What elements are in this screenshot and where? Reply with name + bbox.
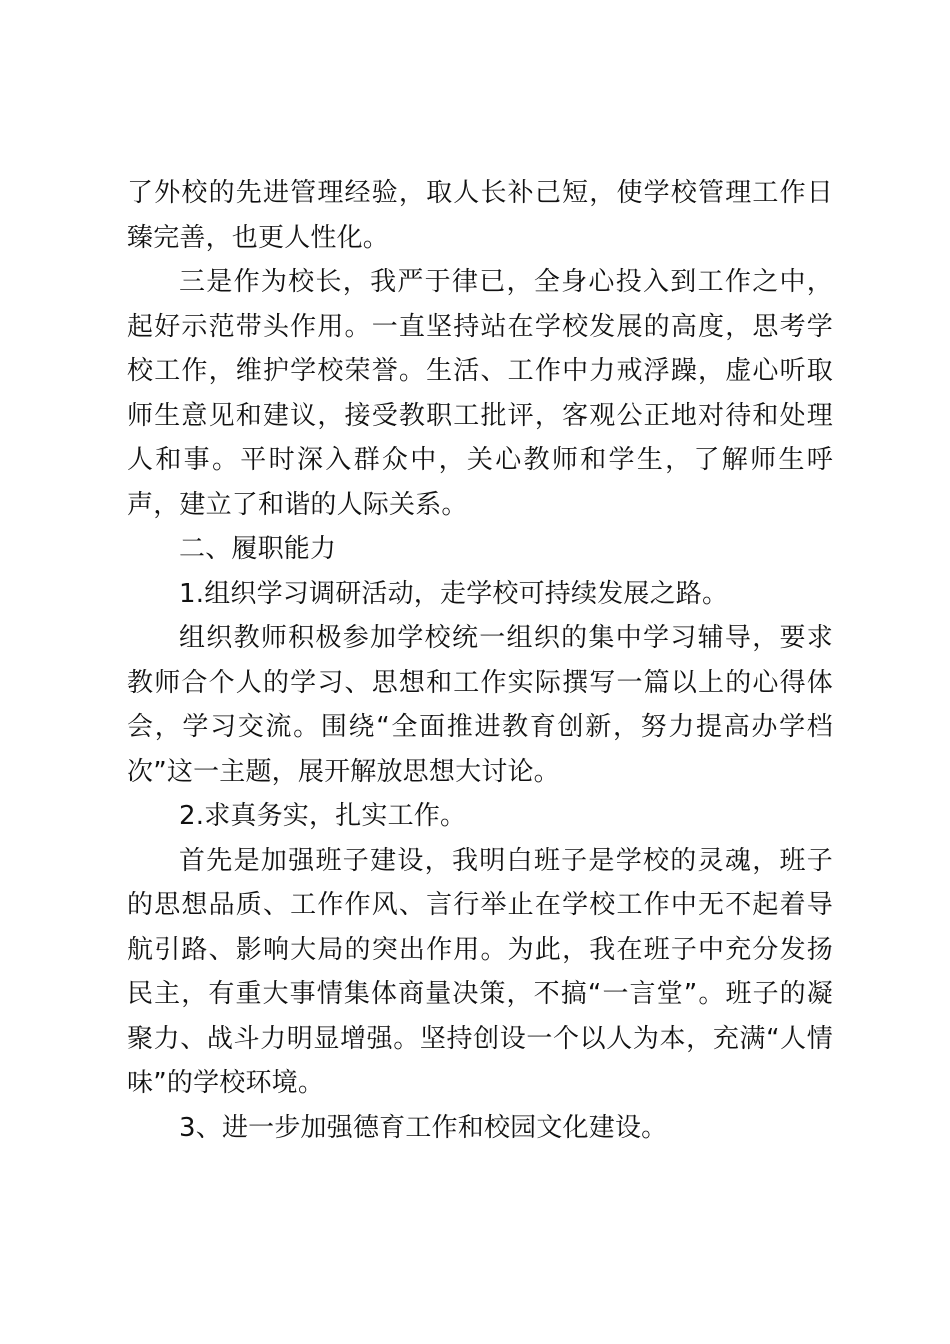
paragraph-continuation: 了外校的先进管理经验，取人长补己短，使学校管理工作日臻完善，也更人性化。 [127, 178, 833, 253]
section-heading-duty-ability: 二、履职能力 [179, 534, 337, 564]
paragraph-teacher-study: 组织教师积极参加学校统一组织的集中学习辅导，要求教师合个人的学习、思想和工作实际撰写一篇以上的心得体会，学习交流。围绕“全面推进教育创新，努力提高办学档次”这一主题，展开解放思想大讨论。 [127, 623, 833, 787]
subheading-moral-education: 3、进一步加强德育工作和校园文化建设。 [179, 1112, 668, 1143]
subheading-practical-work: 2.求真务实，扎实工作。 [179, 801, 467, 831]
subheading-study-research: 1.组织学习调研活动，走学校可持续发展之路。 [179, 578, 729, 609]
paragraph-principal-self-discipline: 三是作为校长，我严于律已，全身心投入到工作之中，起好示范带头作用。一直坚持站在学校发展的高度，思考学校工作，维护学校荣誉。生活、工作中力戒浮躁，虚心听取师生意见和建议，接受教职工批评，客观公正地对待和处理人和事。平时深入群众中，关心教师和学生，了解师生呼声，建立了和谐的人际关系。 [127, 267, 833, 520]
paragraph-leadership-team: 首先是加强班子建设，我明白班子是学校的灵魂，班子的思想品质、工作作风、言行举止在学校工作中无不起着导航引路、影响大局的突出作用。为此，我在班子中充分发扬民主，有重大事情集体商量决策，不搞“一言堂”。班子的凝聚力、战斗力明显增强。坚持创设一个以人为本，充满“人情味”的学校环境。 [127, 845, 833, 1098]
document-body [127, 171, 833, 1150]
